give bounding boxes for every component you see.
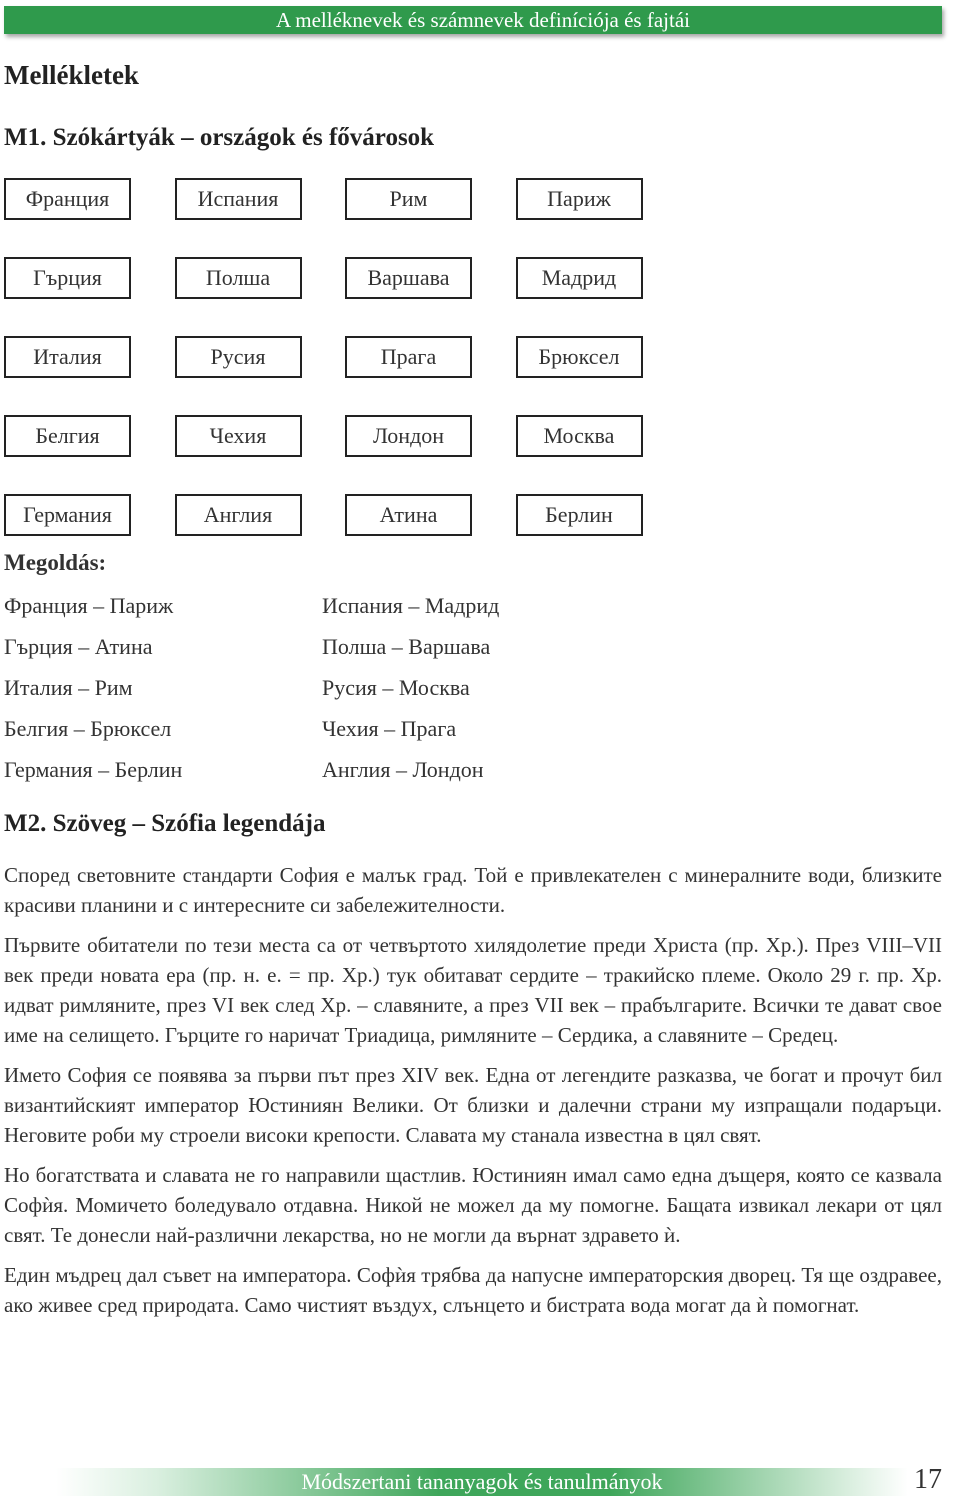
word-card: Мадрид — [516, 257, 643, 299]
header-bar — [4, 6, 942, 34]
word-card: Англия — [175, 494, 302, 536]
word-card: Москва — [516, 415, 643, 457]
word-card: Лондон — [345, 415, 472, 457]
paragraph: Първите обитатели по тези места са от четвъртото хилядолетие преди Христа (пр. Хр.). През VIII–VII век преди новата ера (пр. н. е. = пр. Хр.) тук обитават сердите – тракийско племе. Около 29 г. пр. Хр. идват римляните, през VI век след Хр. – славяните, а през VII век – прабългарите. Всички те дават свое име на селището. Гърците го наричат Триадица, римляните – Сердика, а славяните – Средец. — [4, 933, 942, 1047]
paragraph: Но богатствата и славата не го направили щастлив. Юстиниян имал само една дъщеря, която се казвала Софѝя. Момичето боледувало отдавна. Никой не можел да му помогне. Бащата извикал лекари от цял свят. Те донесли най-различни лекарства, но не могли да върнат здравето ѝ. — [4, 1163, 942, 1247]
section2-title: M2. Szöveg – Szófia legendája — [4, 810, 326, 837]
solution-title: Megoldás: — [4, 550, 107, 575]
word-card: Чехия — [175, 415, 302, 457]
main-title: Mellékletek — [4, 60, 139, 90]
word-card: Прага — [345, 336, 472, 378]
solution-item: Русия – Москва — [322, 675, 470, 700]
solution-list-right — [322, 590, 499, 795]
solution-item: Полша – Варшава — [322, 634, 491, 659]
solution-list-left — [4, 590, 182, 795]
word-card: Варшава — [345, 257, 472, 299]
paragraph: Един мъдрец дал съвет на императора. Софѝя трябва да напусне императорския дворец. Тя ще оздравее, ако живее сред природата. Само чистият въздух, слънцето и бистрата вода могат да ѝ помогнат. — [4, 1263, 942, 1317]
legend-text — [4, 860, 942, 1330]
word-card: Атина — [345, 494, 472, 536]
paragraph: Според световните стандарти София е малък град. Той е привлекателен с минералните води, близките красиви планини и с интересните си забележителности. — [4, 863, 942, 917]
word-card: Гърция — [4, 257, 131, 299]
word-card: Полша — [175, 257, 302, 299]
section1-title: M1. Szókártyák – országok és fővárosok — [4, 124, 435, 151]
solution-item: Гърция – Атина — [4, 634, 153, 659]
solution-item: Испания – Мадрид — [322, 593, 500, 618]
word-card: Русия — [175, 336, 302, 378]
solution-item: Белгия – Брюксел — [4, 716, 172, 741]
word-card: Рим — [345, 178, 472, 220]
word-card: Париж — [516, 178, 643, 220]
solution-item: Франция – Париж — [4, 593, 174, 618]
footer-text: Módszertani tananyagok és tanulmányok — [301, 1469, 663, 1494]
word-card: Франция — [4, 178, 131, 220]
word-cards-grid — [4, 178, 644, 536]
paragraph: Името София се появява за първи път през XIV век. Една от легендите разказва, че богат и прочут бил византийският император Юстиниян Велики. От близки и далечни страни му изпращали подаръци. Неговите роби му строели високи крепости. Славата му станала известна в цял свят. — [4, 1063, 942, 1147]
page-number: 17 — [914, 1464, 942, 1495]
word-card: Берлин — [516, 494, 643, 536]
solution-item: Италия – Рим — [4, 675, 133, 700]
solution-item: Чехия – Прага — [322, 716, 457, 741]
word-card: Италия — [4, 336, 131, 378]
word-card: Германия — [4, 494, 131, 536]
solution-item: Германия – Берлин — [4, 757, 183, 782]
solution-item: Англия – Лондон — [322, 757, 484, 782]
word-card: Испания — [175, 178, 302, 220]
word-card: Белгия — [4, 415, 131, 457]
word-card: Брюксел — [516, 336, 643, 378]
header-title: A melléknevek és számnevek definíciója és fajtái — [275, 7, 690, 32]
footer-bar — [56, 1468, 908, 1496]
